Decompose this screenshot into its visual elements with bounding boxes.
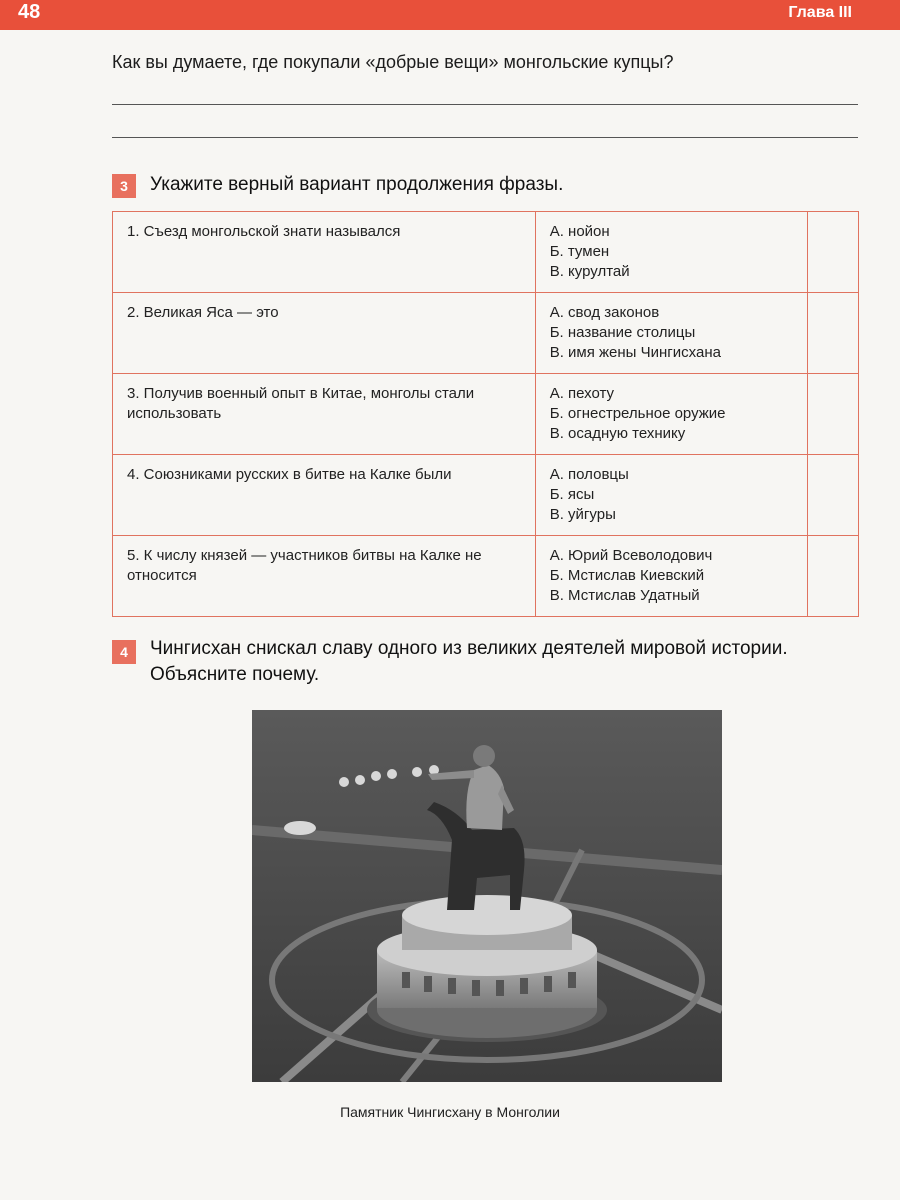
quiz-question: 4. Союзниками русских в битве на Калке были	[113, 455, 536, 536]
quiz-option: В. уйгуры	[549, 506, 616, 523]
genghis-khan-statue-photo	[252, 710, 722, 1082]
quiz-options	[535, 455, 807, 536]
quiz-question: 5. К числу князей — участников битвы на Калке не относится	[113, 536, 536, 617]
quiz-question: 2. Великая Яса — это	[113, 293, 536, 374]
quiz-option: А. половцы	[549, 466, 629, 483]
quiz-option: Б. название столицы	[549, 324, 696, 341]
quiz-row	[113, 293, 859, 374]
header-bar	[0, 0, 900, 30]
quiz-option: А. Юрий Всеволодович	[549, 547, 713, 564]
answer-cell[interactable]	[808, 536, 859, 617]
photo-caption: Памятник Чингисхану в Монголии	[340, 1104, 560, 1120]
quiz-option: А. свод законов	[549, 304, 660, 321]
quiz-options	[535, 536, 807, 617]
answer-line-2[interactable]	[112, 137, 858, 138]
quiz-option: Б. огнестрельное оружие	[549, 405, 726, 422]
quiz-option: Б. тумен	[549, 243, 610, 260]
quiz-option: А. пехоту	[549, 385, 615, 402]
quiz-question: 1. Съезд монгольской знати назывался	[113, 212, 536, 293]
task-3-number-badge: 3	[112, 174, 136, 198]
task-4-title-line-2: Объясните почему.	[150, 664, 320, 685]
chapter-label: Глава III	[788, 4, 852, 21]
quiz-row	[113, 374, 859, 455]
answer-cell[interactable]	[808, 293, 859, 374]
answer-cell[interactable]	[808, 212, 859, 293]
answer-line-1[interactable]	[112, 104, 858, 105]
quiz-options	[535, 293, 807, 374]
quiz-row	[113, 212, 859, 293]
task-4-title-line-1: Чингисхан снискал славу одного из великих деятелей мировой истории.	[150, 638, 788, 659]
statue-illustration	[252, 710, 722, 1082]
task-4-title	[150, 636, 788, 688]
quiz-row	[113, 455, 859, 536]
answer-cell[interactable]	[808, 374, 859, 455]
quiz-option: В. курултай	[549, 263, 630, 280]
quiz-question: 3. Получив военный опыт в Китае, монголы стали использовать	[113, 374, 536, 455]
answer-cell[interactable]	[808, 455, 859, 536]
quiz-row	[113, 536, 859, 617]
quiz-options	[535, 212, 807, 293]
quiz-table	[112, 211, 859, 617]
intro-question: Как вы думаете, где покупали «добрые вещи» монгольские купцы?	[112, 52, 674, 72]
quiz-option: В. имя жены Чингисхана	[549, 344, 721, 361]
quiz-option: В. осадную технику	[549, 425, 686, 442]
task-4-number-badge: 4	[112, 640, 136, 664]
quiz-option: Б. ясы	[549, 486, 595, 503]
quiz-option: А. нойон	[549, 223, 610, 240]
quiz-option: В. Мстислав Удатный	[549, 587, 700, 604]
page-number: 48	[18, 1, 41, 23]
task-3-title: Укажите верный вариант продолжения фразы.	[150, 174, 564, 195]
quiz-options	[535, 374, 807, 455]
quiz-option: Б. Мстислав Киевский	[549, 567, 705, 584]
